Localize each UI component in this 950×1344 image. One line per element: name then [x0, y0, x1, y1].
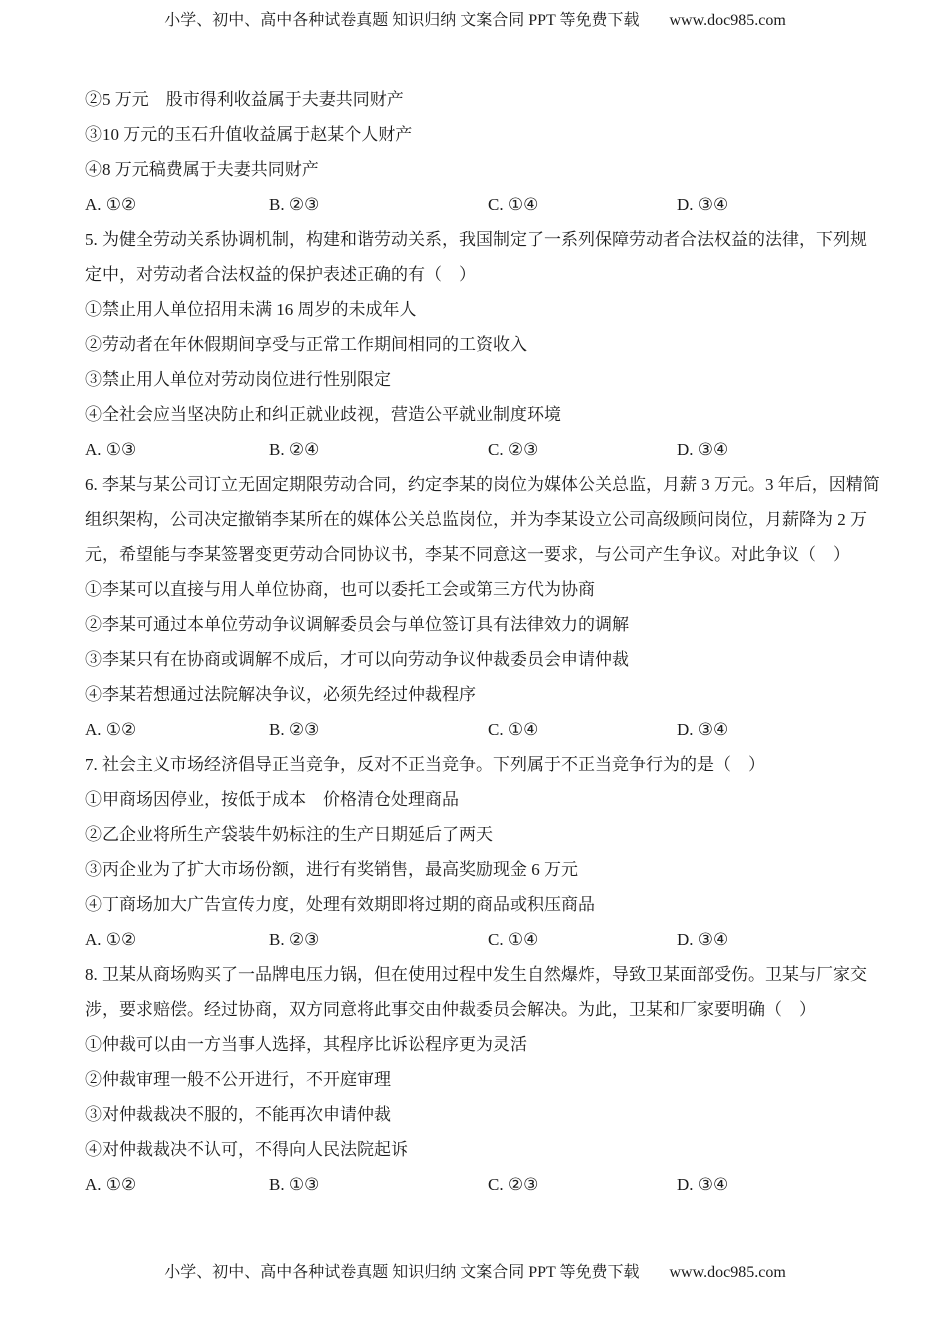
q8-choice-a: A. ①② [85, 1175, 137, 1194]
q4-choice-c: C. ①④ [488, 195, 539, 214]
q8-item-1: ①仲裁可以由一方当事人选择，其程序比诉讼程序更为灵活 [85, 1035, 527, 1054]
q6-choice-c: C. ①④ [488, 720, 539, 739]
q4-choices-row [85, 187, 865, 222]
q7-choice-b: B. ②③ [269, 930, 320, 949]
q4-item-4: ④8 万元稿费属于夫妻共同财产 [85, 160, 319, 179]
header-url: www.doc985.com [669, 12, 786, 29]
q7-item-2: ②乙企业将所生产袋装牛奶标注的生产日期延后了两天 [85, 825, 493, 844]
q5-item-1: ①禁止用人单位招用未满 16 周岁的未成年人 [85, 300, 417, 319]
q6-stem-line-2: 组织架构，公司决定撤销李某所在的媒体公关总监岗位，并为李某设立公司高级顾问岗位，月薪降为 2 万 [85, 510, 867, 529]
q7-item-4: ④丁商场加大广告宣传力度，处理有效期即将过期的商品或积压商品 [85, 895, 595, 914]
q7-item-1: ①甲商场因停业，按低于成本 价格清仓处理商品 [85, 790, 459, 809]
footer-url: www.doc985.com [669, 1264, 786, 1281]
q5-choices-row [85, 432, 865, 467]
q5-item-3: ③禁止用人单位对劳动岗位进行性别限定 [85, 370, 391, 389]
q7-item-3: ③丙企业为了扩大市场份额，进行有奖销售，最高奖励现金 6 万元 [85, 860, 578, 879]
q8-choice-c: C. ②③ [488, 1175, 539, 1194]
q5-item-4: ④全社会应当坚决防止和纠正就业歧视，营造公平就业制度环境 [85, 405, 561, 424]
q8-choice-d: D. ③④ [677, 1175, 729, 1194]
q5-stem-line-1: 5. 为健全劳动关系协调机制，构建和谐劳动关系，我国制定了一系列保障劳动者合法权益的法律，下列规 [85, 230, 867, 249]
q5-choice-d: D. ③④ [677, 440, 729, 459]
q7-choice-d: D. ③④ [677, 930, 729, 949]
q5-choice-a: A. ①③ [85, 440, 137, 459]
page-footer [0, 1262, 950, 1284]
q5-stem-line-2: 定中，对劳动者合法权益的保护表述正确的有（ ） [85, 265, 476, 284]
q4-choice-b: B. ②③ [269, 195, 320, 214]
header-text: 小学、初中、高中各种试卷真题 知识归纳 文案合同 PPT 等免费下载 [164, 12, 640, 29]
q8-item-2: ②仲裁审理一般不公开进行，不开庭审理 [85, 1070, 391, 1089]
q8-stem-line-2: 涉，要求赔偿。经过协商，双方同意将此事交由仲裁委员会解决。为此，卫某和厂家要明确（ ） [85, 1000, 816, 1019]
q4-item-2: ②5 万元 股市得利收益属于夫妻共同财产 [85, 90, 404, 109]
q6-choices-row [85, 712, 865, 747]
q6-stem-line-3: 元，希望能与李某签署变更劳动合同协议书，李某不同意这一要求，与公司产生争议。对此争议（ ） [85, 545, 850, 564]
q6-item-2: ②李某可通过本单位劳动争议调解委员会与单位签订具有法律效力的调解 [85, 615, 629, 634]
footer-text: 小学、初中、高中各种试卷真题 知识归纳 文案合同 PPT 等免费下载 [164, 1264, 640, 1281]
q5-choice-c: C. ②③ [488, 440, 539, 459]
q7-choices-row [85, 922, 865, 957]
q6-choice-d: D. ③④ [677, 720, 729, 739]
q7-choice-a: A. ①② [85, 930, 137, 949]
page-header [0, 10, 950, 32]
exam-content [85, 82, 880, 1202]
q7-choice-c: C. ①④ [488, 930, 539, 949]
q6-choice-b: B. ②③ [269, 720, 320, 739]
q8-stem-line-1: 8. 卫某从商场购买了一品牌电压力锅，但在使用过程中发生自然爆炸，导致卫某面部受伤。卫某与厂家交 [85, 965, 867, 984]
q8-item-4: ④对仲裁裁决不认可，不得向人民法院起诉 [85, 1140, 408, 1159]
q8-choices-row [85, 1167, 865, 1202]
q6-item-1: ①李某可以直接与用人单位协商，也可以委托工会或第三方代为协商 [85, 580, 595, 599]
q8-choice-b: B. ①③ [269, 1175, 320, 1194]
q6-choice-a: A. ①② [85, 720, 137, 739]
q5-choice-b: B. ②④ [269, 440, 320, 459]
q6-stem-line-1: 6. 李某与某公司订立无固定期限劳动合同，约定李某的岗位为媒体公关总监，月薪 3 万元。3 年后，因精简 [85, 475, 880, 494]
q4-choice-a: A. ①② [85, 195, 137, 214]
q4-item-3: ③10 万元的玉石升值收益属于赵某个人财产 [85, 125, 413, 144]
q6-item-4: ④李某若想通过法院解决争议，必须先经过仲裁程序 [85, 685, 476, 704]
q6-item-3: ③李某只有在协商或调解不成后，才可以向劳动争议仲裁委员会申请仲裁 [85, 650, 629, 669]
q4-choice-d: D. ③④ [677, 195, 729, 214]
q7-stem-line-1: 7. 社会主义市场经济倡导正当竞争，反对不正当竞争。下列属于不正当竞争行为的是（ ） [85, 755, 765, 774]
q8-item-3: ③对仲裁裁决不服的，不能再次申请仲裁 [85, 1105, 391, 1124]
q5-item-2: ②劳动者在年休假期间享受与正常工作期间相同的工资收入 [85, 335, 527, 354]
